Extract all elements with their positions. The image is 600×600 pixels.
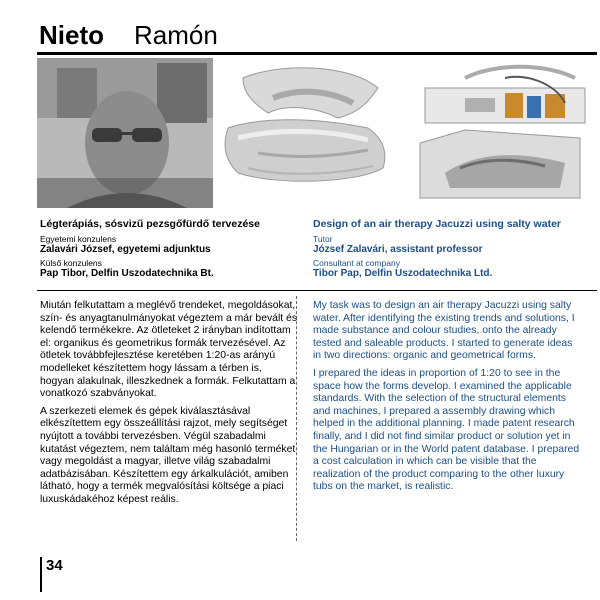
hungarian-project-info [40, 218, 310, 282]
english-tutor-name: József Zalavári, assistant professor [313, 244, 483, 255]
english-paragraph: I prepared the ideas in proportion of 1:20 to see in the space how the forms develop. I examined the applicable standards. With the selection of the structural elements and machines, I prepared a assembly drawing which helped in the additional planning. I made patent research finally, and I did not find similar product or solution yet in the Hungarian or in the World patent database. I prepared a cost calculation in which can be visible that the realization of the product comparing to the other luxury tubs on the market, is realistic. [313, 367, 580, 493]
section-divider [37, 290, 597, 291]
english-project-title: Design of an air therapy Jacuzzi using salty water [313, 218, 561, 230]
author-name-header [37, 20, 597, 55]
hungarian-consultant-role: Külső konzulens [40, 258, 102, 268]
english-body-text [313, 300, 583, 499]
english-consultant-name: Tibor Pap, Delfin Uszodatechnika Ltd. [313, 268, 493, 279]
hungarian-paragraph: Miután felkutattam a meglévő trendeket, megoldásokat, szín- és anyagtanulmányokat végeztem a már bevált és kelendő termékekre. Az ötleteket 2 irányban indítottam el: organikus és geometrikus formák tervezésével. Az ötletek továbbfejlesztése keretében 1:20-as arányú modelleket készítettem hogy lássam a térben is, hogyan alakulnak, illeszkednek a formák. Felkutattam a vonatkozó szabványokat. [40, 300, 298, 400]
hungarian-tutor-name: Zalavári József, egyetemi adjunktus [40, 244, 211, 255]
hungarian-body-text [40, 300, 298, 512]
hungarian-project-title: Légterápiás, sósvizű pezsgőfürdő tervezése [40, 218, 260, 230]
author-given-name: Ramón [134, 20, 218, 50]
english-project-info [313, 218, 583, 282]
author-surname: Nieto [39, 20, 104, 50]
english-tutor-role: Tutor [313, 234, 333, 244]
english-paragraph: My task was to design an air therapy Jacuzzi using salty water. After identifying the existing trends and solutions, I made substance and colour studies, onto the already tested and saleable products. I started to generate ideas in two directions: organic and geometrical forms. [313, 300, 575, 362]
hungarian-tutor-role: Egyetemi konzulens [40, 234, 117, 244]
jacuzzi-model-render [218, 58, 405, 208]
author-portrait-photo [37, 58, 213, 208]
english-consultant-role: Consultant at company [313, 258, 400, 268]
page-number: 34 [40, 557, 63, 592]
technical-layout-renders [405, 58, 595, 208]
hungarian-consultant-name: Pap Tibor, Delfin Uszodatechnika Bt. [40, 268, 214, 279]
hungarian-paragraph: A szerkezeti elemek és gépek kiválasztásával elkészítettem egy összeállítási rajzot, mely segítséget nyújtott a további tervezésben. Végül szabadalmi kutatást végeztem, nem találtam még hasonló terméket vagy megoldást a magyar, illetve világ szabadalmi adatbázisában. Készítettem egy árkalkulációt, amiben látható, hogy a termék megvalósítási költsége a piaci luxuskádakéhoz képest reális. [40, 405, 296, 505]
